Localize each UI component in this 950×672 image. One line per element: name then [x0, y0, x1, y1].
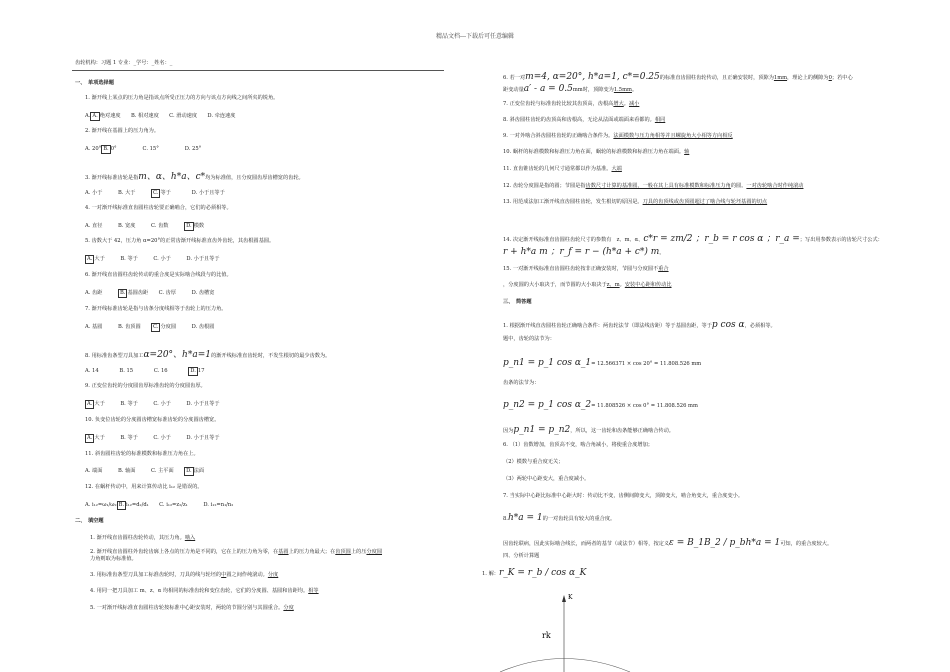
formula: r + h*a m ；r_f = r − (h*a + c*) m: [503, 247, 660, 257]
line-text: 8.: [503, 516, 508, 522]
left-line: [85, 222, 204, 231]
line-text: A. 齿距: [85, 290, 118, 296]
filled-answer: 齿数尺寸计算的基准圆，一般在其上具有标准模数和标准压力角: [585, 183, 731, 189]
line-text: 13. 用范成法加工渐开线直齿圆柱齿轮，发生根切的原因是: [503, 199, 638, 205]
option-text: 法面: [193, 468, 205, 474]
line-text: 线与轮坯的: [195, 572, 222, 578]
line-text: 9. 正变位齿轮的分度圆齿厚标准齿轮的分度圆齿厚。: [85, 383, 206, 389]
right-line: [503, 149, 689, 156]
left-line: [90, 535, 195, 542]
right-line: [503, 336, 555, 343]
right-line: [503, 101, 639, 108]
line-text: 6. 渐开线直齿圆柱齿轮传动的重合度是实际啮合线段与的比值。: [85, 272, 232, 278]
answer-box: B.: [119, 290, 126, 296]
left-line: [85, 95, 278, 102]
line-text: 的圆；节圆是指: [549, 183, 586, 189]
line-text: 3. 渐开线标准齿轮是指: [85, 175, 139, 181]
line-text: 7. 当实际中心距比标准中心距大时：传动比不变，齿侧间隙变大，顶隙变大，啮合角变大，重合度变小。: [503, 493, 744, 499]
line-text: 10. 蜗杆的标准模数和标准压力角在: [503, 149, 586, 155]
filled-answer: 分度圆: [366, 549, 383, 555]
left-line: [85, 350, 330, 361]
line-text: 2. 渐开线在基圆上的压力角为。: [85, 128, 160, 134]
right-line: [503, 72, 853, 83]
filled-answer: 刀具的齿顶线或齿顶圆超过了啮合线与轮坯基圆的切点: [642, 199, 768, 205]
line-text: 1. 根据渐开线直齿圆柱齿轮正确啮合条件：两齿轮法节（即法线齿距）等于基圆齿距，等于: [503, 323, 712, 329]
line-text: 三、 简答题: [503, 299, 532, 305]
line-text: ，而节圆的大小取决于: [554, 282, 607, 288]
left-line: [90, 572, 278, 579]
option-text: 大于 B. 等于 C. 小于 D. 小于且等于: [94, 256, 220, 262]
right-line: [503, 117, 665, 124]
line-text: = 12.566371 × cos 20° = 11.808.526 mm: [591, 361, 702, 367]
line-text: ，分度圆的大小取决于: [503, 282, 555, 288]
option-text: 绝对速度 B. 相对速度 C. 滑动速度 D. 牵连速度: [99, 113, 236, 119]
answer-box: D.: [186, 468, 192, 474]
left-line: [75, 80, 114, 87]
page-header: 精品文档---下载后可任意编辑: [435, 33, 515, 40]
option-text: 基圆齿距 C. 齿厚 D. 齿槽宽: [127, 290, 215, 296]
line-text: 。: [619, 282, 625, 288]
line-text: 力角则取为标准值。: [90, 556, 137, 562]
geometry-diagram: [470, 590, 650, 672]
option-text: 分度圆 D. 齿根圆: [160, 324, 215, 330]
line-text: 11. 直齿锥齿轮的几何尺寸通常都以: [503, 166, 586, 172]
line-text: 5. 一对渐开线标准直齿圆柱齿轮按标准中心距安装时，两轮的节圆分别与其: [90, 605, 263, 611]
line-text: 1. 渐开线直齿圆柱齿轮传动，其压力角: [90, 535, 180, 541]
filled-answer: 相同: [654, 117, 666, 123]
answer-box: B.: [118, 502, 125, 508]
answer-box: A.: [87, 435, 93, 441]
line-text: 6. 若一对: [503, 75, 526, 81]
formula: p_n1 = p_n2: [513, 425, 571, 435]
left-line: [85, 306, 226, 313]
right-line: [482, 568, 586, 579]
right-line: [503, 234, 883, 245]
left-line: [85, 434, 220, 443]
line-text: 12. 齿轮分度圆是指: [503, 183, 550, 189]
line-text: 题中，齿轮的法节为：: [503, 336, 555, 342]
line-text: 的圆。: [730, 183, 747, 189]
filled-answer: 重合: [658, 266, 669, 272]
line-text: 10. 负变位齿轮的分度圆齿槽宽标准齿轮的分度圆齿槽宽。: [85, 417, 220, 423]
line-text: A. 20°: [85, 146, 102, 152]
formula: r_K = r_b / cos α_K: [498, 568, 587, 578]
line-text: A.: [85, 113, 91, 119]
formula: ε = B_1B_2 / p_b: [669, 538, 746, 548]
filled-answer: 法面模数与压力角相等并且螺旋角大小相等方向相反: [613, 133, 733, 139]
line-text: A. i₁₂=ω₁/ω₂: [85, 502, 117, 508]
left-line: [85, 400, 220, 409]
line-text: 二、 填空题: [75, 518, 104, 524]
line-text: 。: [631, 87, 638, 93]
line-text: ；写出用参数表示的齿轮尺寸公式：: [799, 237, 883, 243]
right-line: [503, 442, 653, 449]
answer-box: B.: [103, 146, 109, 152]
filled-answer: 一对齿轮啮合时作纯滚动: [746, 183, 804, 189]
line-text: 四、分析计算题: [503, 553, 540, 559]
option-text: 模数: [193, 223, 205, 229]
header-rule: [72, 70, 444, 71]
line-text: 6. （1）齿数增加，齿顶高不变，啮合角减小，将使重合度增加；: [503, 442, 653, 448]
filled-answer: 相等: [308, 588, 319, 594]
left-line: [85, 367, 205, 376]
line-text: A. 小于 B. 大于: [85, 190, 152, 196]
line-text: 均为标准值，且分度圆齿厚齿槽宽的齿轮。: [205, 175, 304, 181]
left-line: [90, 605, 294, 612]
left-line: [85, 289, 214, 298]
option-text: i₁₂=d₂/d₁ C. i₁₂=z₂/z₁ D. i₁₂=n₁/n₂: [126, 502, 234, 508]
line-text: 因齿轮联病，因此实际啮合线长，而两者的基节（或法节）相等，按定义: [503, 541, 670, 547]
formula: m=4, α=20°, h*a=1, c*=0.25: [525, 72, 660, 82]
line-text: 。: [637, 199, 643, 205]
filled-answer: z、m: [606, 282, 620, 288]
right-line: [503, 513, 615, 524]
line-text: （3）两轮中心距变大，重合度减小。: [503, 476, 590, 482]
left-line: [85, 417, 219, 424]
line-text: 的重合度较大。: [795, 541, 833, 547]
line-text: 的渐开线标准直齿轮时，不发生根切的最少齿数为。: [211, 353, 331, 359]
answer-box: D.: [186, 223, 192, 229]
line-text: 8. 用标准齿条型刀具加工: [85, 353, 144, 359]
right-line: [503, 166, 622, 173]
formula: p_n2 = p_1 cos α_2: [503, 400, 592, 410]
line-text: 8. 斜齿圆柱齿轮的齿顶高和齿根高，无论从法面或端面来看都: [503, 117, 645, 123]
option-text: 大于 B. 等于 C. 小于 D. 小于且等于: [94, 435, 220, 441]
line-text: 。: [303, 588, 309, 594]
line-text: 上的压: [350, 549, 367, 555]
label-k: K: [568, 594, 573, 601]
filled-answer: 安装中心距和传动比: [624, 282, 672, 288]
line-text: A. 端面 B. 轴面 C. 主平面: [85, 468, 185, 474]
line-text: 12. 在蜗杆传动中，用来计算传动比 i₁₂ 是错误的。: [85, 484, 203, 490]
formula: α=20°、h*a=1: [143, 350, 211, 360]
line-text: 的。: [644, 117, 655, 123]
line-text: 4. 用同一把刀具加工 m、z、α 均相同的标准齿轮和变位齿轮，它们的分度圆、基圆和齿距均: [90, 588, 303, 594]
line-text: A. 基圆 B. 齿顶圆: [85, 324, 152, 330]
right-line: [503, 282, 672, 289]
left-line: [85, 128, 159, 135]
left-line: [90, 588, 319, 595]
left-line: [85, 467, 204, 476]
line-text: 2. 渐开线直齿圆柱外齿轮齿廓上各点的压力角是不同的，它在: [90, 549, 232, 555]
right-line: [503, 425, 674, 436]
answer-box: A.: [92, 113, 98, 119]
right-line: [503, 247, 665, 258]
left-line: [90, 549, 382, 556]
answer-box: C.: [153, 324, 159, 330]
right-line: [503, 266, 669, 273]
line-text: mm时，顶隙变为: [572, 87, 614, 93]
student-info-line: 齿轮机构：习题 1 专业：_学号：_姓名：_: [75, 60, 173, 66]
line-text: 距变动量: [503, 87, 524, 93]
line-text: 可知，: [780, 541, 796, 547]
line-text: 15. 一对渐开线标准直齿圆柱齿轮按非正确安装时，节圆与分度圆不: [503, 266, 659, 272]
right-line: [503, 538, 832, 549]
left-line: [85, 484, 203, 491]
line-text: 。: [659, 250, 665, 256]
formula: p cos α: [711, 320, 745, 330]
formula: h*a = 1: [507, 513, 543, 523]
formula: c*: [643, 234, 653, 244]
left-line: [85, 501, 233, 510]
line-text: 上的压力角最大；在: [288, 549, 336, 555]
answer-box: C.: [153, 190, 159, 196]
filled-answer: 增大: [613, 101, 624, 107]
line-text: 的一对齿轮具有较大的重合度。: [542, 516, 616, 522]
formula: h*a = 1: [745, 538, 781, 548]
left-line: [85, 238, 274, 245]
filled-answer: 分度: [283, 605, 294, 611]
line-text: 4. 一对渐开线标准直齿圆柱齿轮要正确啮合，它们的必须相等。: [85, 205, 232, 211]
arrow-head: [562, 595, 566, 602]
line-text: 一、 单项选择题: [75, 80, 114, 86]
left-line: [85, 189, 225, 198]
left-line: [85, 205, 232, 212]
line-text: 圆之间作纯滚动。: [226, 572, 268, 578]
line-text: 7. 渐开线标准齿轮是指与齿条分度线相等于齿轮上的压力角。: [85, 306, 227, 312]
line-text: 14. 决定渐开线标准直齿圆柱齿轮尺寸的参数有 z、m、α、: [503, 237, 644, 243]
line-text: 7. 正变位齿轮与标准齿轮比较其齿顶高: [503, 101, 593, 107]
line-text: ，必须相等。: [744, 323, 776, 329]
left-line: [85, 272, 232, 279]
right-line: [503, 553, 539, 560]
line-text: 作为基准。: [585, 166, 612, 172]
line-text: 1. 渐开线上某点的压力角是指该点所受正压力的方向与该点方向线之间所夹的锐角。: [85, 95, 279, 101]
line-text: 齿条的法节为：: [503, 380, 540, 386]
filled-answer: 齿顶圆: [335, 549, 351, 555]
filled-answer: 中: [221, 572, 227, 578]
line-text: 。: [623, 101, 629, 107]
left-line: [75, 518, 104, 525]
right-line: [503, 183, 803, 190]
line-text: 11. 斜齿圆柱齿轮的标准模数和标准压力角在上。: [85, 451, 199, 457]
line-text: 圆重合。: [262, 605, 284, 611]
base-circle-arc: [500, 659, 630, 672]
filled-answer: 1.5mm: [613, 87, 632, 93]
filled-answer: 轴: [684, 149, 690, 155]
filled-answer: 0: [828, 75, 832, 81]
line-text: （2）模数与重合度无关；: [503, 459, 564, 465]
answer-box: D.: [190, 368, 196, 374]
formula: p_n1 = p_1 cos α_1: [503, 358, 592, 368]
line-text: ，所以，这一齿轮和齿条能够正确啮合传动。: [570, 428, 674, 434]
right-line: [503, 299, 532, 306]
line-text: A. 14 B. 15 C. 16: [85, 368, 189, 374]
formula: a′ - a = 0.5: [523, 84, 573, 94]
right-line: [503, 400, 698, 411]
line-text: ；若中心: [831, 75, 853, 81]
line-text: ，理论上的侧隙为: [787, 75, 829, 81]
line-text: 的标准直齿圆柱齿轮传动，且正确安装时，顶隙为: [659, 75, 774, 81]
left-line: [85, 383, 206, 390]
line-text: 。: [179, 535, 185, 541]
filled-answer: 啮入: [184, 535, 196, 541]
filled-answer: 分度: [267, 572, 279, 578]
line-text: 上的压力角为零，在: [231, 549, 279, 555]
left-line: [85, 255, 220, 264]
line-text: 1. 解：: [482, 571, 499, 577]
filled-answer: 基圆: [278, 549, 289, 555]
answer-box: A.: [87, 401, 93, 407]
line-text: 因为: [503, 428, 514, 434]
right-line: [503, 84, 637, 95]
option-text: 0° C. 15° D. 25°: [110, 146, 202, 152]
filled-answer: 1mm: [773, 75, 788, 81]
right-line: [503, 199, 767, 206]
filled-answer: 减小: [628, 101, 640, 107]
line-text: 9. 一对外啮合斜齿圆柱齿轮的正确啮合条件为: [503, 133, 609, 139]
line-text: 5. 齿数大于 42，压力角 α=20°的正常齿渐开线标准直齿外齿轮，其齿根圆基圆。: [85, 238, 275, 244]
option-text: 大于 B. 等于 C. 小于 D. 小于且等于: [94, 401, 220, 407]
left-line: [85, 112, 235, 121]
line-text: 。: [608, 133, 614, 139]
option-text: 等于 D. 小于且等于: [160, 190, 225, 196]
right-line: [503, 493, 743, 500]
left-line: [85, 145, 201, 154]
label-rk: rk: [542, 631, 551, 640]
option-text: 17: [197, 368, 205, 374]
right-line: [503, 459, 563, 466]
line-text: A. 直径 B. 宽度 C. 齿数: [85, 223, 185, 229]
left-line: [90, 556, 137, 563]
right-line: [503, 476, 589, 483]
left-line: [85, 323, 214, 332]
right-line: [503, 380, 539, 387]
answer-box: A.: [87, 256, 93, 262]
line-text: 面，蜗轮的标准模数和标准压力角在端面。: [585, 149, 685, 155]
left-line: [85, 451, 199, 458]
right-line: [503, 133, 733, 140]
filled-answer: 大端: [611, 166, 622, 172]
line-text: ，齿根高: [592, 101, 614, 107]
right-line: [503, 358, 701, 369]
right-line: [503, 320, 776, 331]
formula: r = zm/2 ；r_b = r cos α ；r_a =: [652, 234, 800, 244]
line-text: 3. 用标准齿条型刀具加工标准齿轮时，刀具的: [90, 572, 196, 578]
left-line: [85, 172, 304, 183]
formula: m、α、h*a、c*: [138, 172, 206, 182]
line-text: = 11.808526 × cos 0° = 11.808.526 mm: [591, 403, 698, 409]
